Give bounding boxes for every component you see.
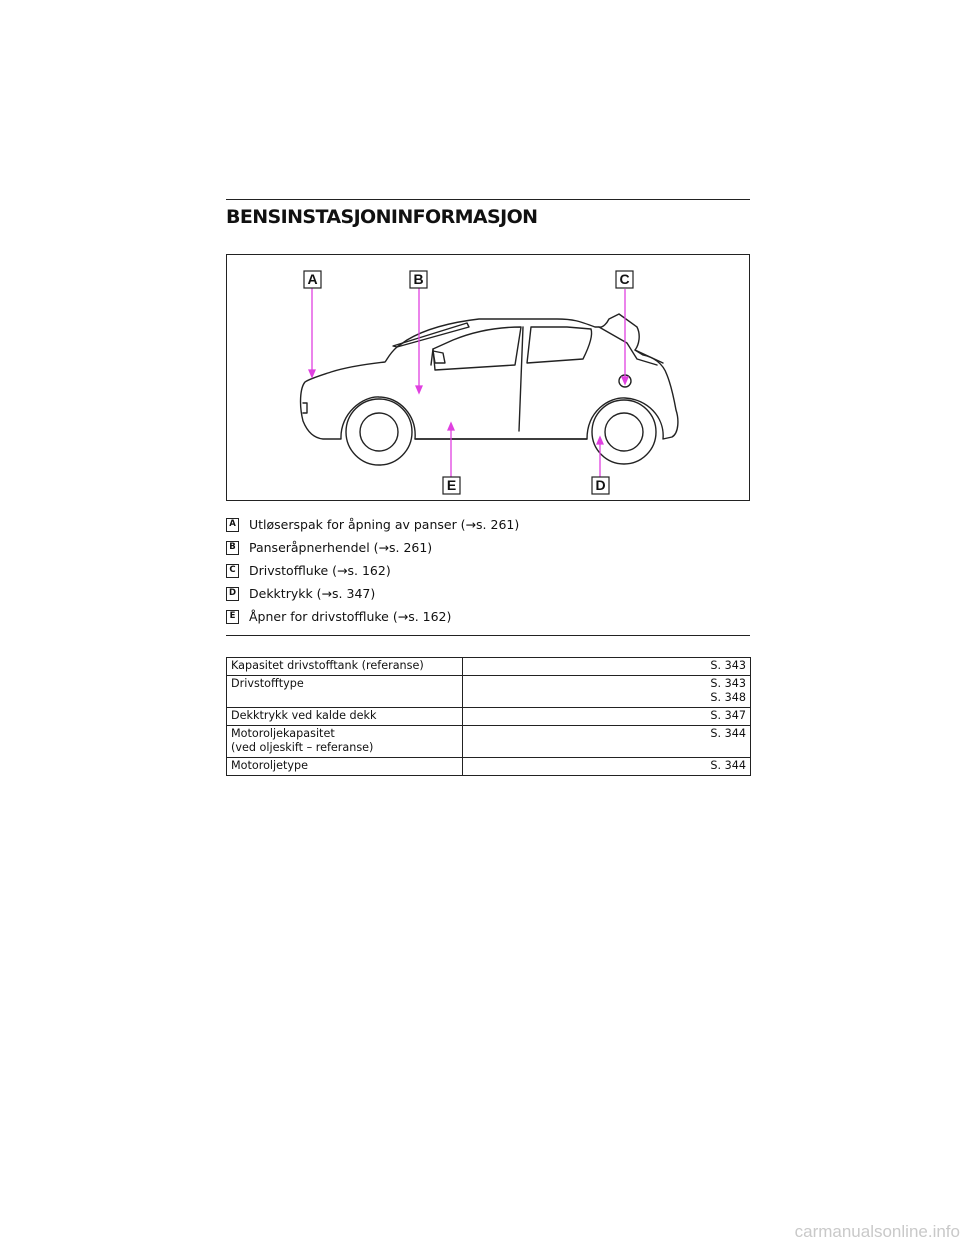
legend-text-c: Drivstoffluke (→s. 162) [249, 563, 391, 578]
legend-text-d: Dekktrykk (→s. 347) [249, 586, 376, 601]
table-cell-label: Kapasitet drivstofftank (referanse) [227, 658, 463, 676]
legend-key-a: A [226, 518, 239, 532]
svg-text:E: E [446, 477, 457, 493]
table-row [227, 726, 751, 758]
table-row [227, 676, 751, 708]
table-cell-label: Motoroljetype [227, 758, 463, 776]
legend-text-a: Utløserspak for åpning av panser (→s. 261) [249, 517, 520, 532]
callout-legend [226, 513, 750, 628]
svg-text:C: C [619, 271, 630, 287]
legend-item-c [226, 559, 750, 582]
svg-text:A: A [307, 271, 318, 287]
legend-key-d: D [226, 587, 239, 601]
table-cell-page-ref: S. 347 [463, 708, 751, 726]
svg-text:D: D [595, 477, 606, 493]
table-row [227, 708, 751, 726]
section-divider [226, 635, 750, 636]
watermark: carmanualsonline.info [794, 1222, 960, 1241]
legend-key-b: B [226, 541, 239, 555]
table-cell-page-ref: S. 344 [463, 726, 751, 758]
callout-c [616, 271, 633, 288]
legend-item-b [226, 536, 750, 559]
table-cell-label: Motoroljekapasitet (ved oljeskift – referanse) [227, 726, 463, 758]
car-illustration [227, 255, 749, 500]
legend-item-e [226, 605, 750, 628]
callout-d [592, 477, 609, 494]
callout-e [443, 477, 460, 494]
table-cell-label: Dekktrykk ved kalde dekk [227, 708, 463, 726]
table-cell-page-ref: S. 344 [463, 758, 751, 776]
callout-a [304, 271, 321, 288]
legend-text-b: Panseråpnerhendel (→s. 261) [249, 540, 433, 555]
legend-item-d [226, 582, 750, 605]
legend-key-e: E [226, 610, 239, 624]
callout-b [410, 271, 427, 288]
table-cell-page-ref: S. 343 S. 348 [463, 676, 751, 708]
table-row [227, 758, 751, 776]
reference-table [226, 657, 751, 776]
top-divider [226, 199, 750, 200]
car-figure [226, 254, 750, 501]
table-row [227, 658, 751, 676]
page-title: BENSINSTASJONINFORMASJON [226, 206, 538, 228]
svg-text:B: B [413, 271, 424, 287]
table-cell-page-ref: S. 343 [463, 658, 751, 676]
table-cell-label: Drivstofftype [227, 676, 463, 708]
legend-key-c: C [226, 564, 239, 578]
legend-text-e: Åpner for drivstoffluke (→s. 162) [249, 609, 452, 624]
legend-item-a [226, 513, 750, 536]
